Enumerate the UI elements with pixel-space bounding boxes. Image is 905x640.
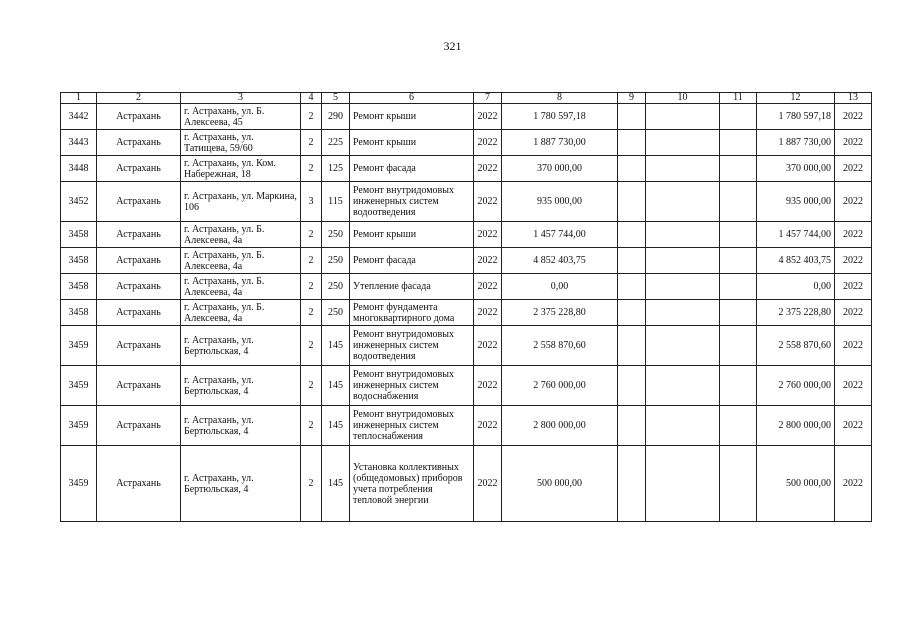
cost-funds-cell: 0,00: [757, 274, 835, 300]
col-10-cell: [646, 326, 720, 366]
table-row: [61, 248, 872, 274]
header-cell: 12: [757, 93, 835, 104]
city-cell: Астрахань: [97, 366, 181, 406]
total-cost-cell: 2 375 228,80: [502, 300, 618, 326]
completion-year-cell: 2022: [835, 326, 872, 366]
city-cell: Астрахань: [97, 182, 181, 222]
floors-cell: 2: [301, 104, 322, 130]
city-cell: Астрахань: [97, 222, 181, 248]
city-cell: Астрахань: [97, 130, 181, 156]
col-11-cell: [720, 130, 757, 156]
cost-funds-cell: 2 375 228,80: [757, 300, 835, 326]
floors-cell: 2: [301, 366, 322, 406]
col-10-cell: [646, 104, 720, 130]
header-cell: 9: [618, 93, 646, 104]
col-9-cell: [618, 104, 646, 130]
col-9-cell: [618, 446, 646, 522]
completion-year-cell: 2022: [835, 406, 872, 446]
city-cell: Астрахань: [97, 248, 181, 274]
table-row: [61, 182, 872, 222]
total-cost-cell: 1 887 730,00: [502, 130, 618, 156]
year-cell: 2022: [474, 326, 502, 366]
total-cost-cell: 2 558 870,60: [502, 326, 618, 366]
col-9-cell: [618, 130, 646, 156]
object-id-cell: 3458: [61, 274, 97, 300]
entrance-count-cell: 250: [322, 274, 350, 300]
header-cell: 11: [720, 93, 757, 104]
object-id-cell: 3442: [61, 104, 97, 130]
year-cell: 2022: [474, 182, 502, 222]
col-10-cell: [646, 446, 720, 522]
completion-year-cell: 2022: [835, 222, 872, 248]
table-body: [61, 93, 872, 522]
cost-funds-cell: 2 558 870,60: [757, 326, 835, 366]
col-9-cell: [618, 366, 646, 406]
total-cost-cell: 2 800 000,00: [502, 406, 618, 446]
col-10-cell: [646, 156, 720, 182]
table-row: [61, 366, 872, 406]
entrance-count-cell: 225: [322, 130, 350, 156]
col-11-cell: [720, 104, 757, 130]
entrance-count-cell: 125: [322, 156, 350, 182]
col-11-cell: [720, 326, 757, 366]
table-row: [61, 156, 872, 182]
col-11-cell: [720, 248, 757, 274]
object-id-cell: 3459: [61, 406, 97, 446]
floors-cell: 2: [301, 248, 322, 274]
col-10-cell: [646, 366, 720, 406]
cost-funds-cell: 4 852 403,75: [757, 248, 835, 274]
object-id-cell: 3459: [61, 366, 97, 406]
floors-cell: 2: [301, 300, 322, 326]
col-10-cell: [646, 222, 720, 248]
address-cell: г. Астрахань, ул. Б. Алексеева, 4а: [181, 274, 301, 300]
address-cell: г. Астрахань, ул. Бертюльская, 4: [181, 366, 301, 406]
floors-cell: 2: [301, 222, 322, 248]
col-10-cell: [646, 182, 720, 222]
entrance-count-cell: 250: [322, 222, 350, 248]
col-10-cell: [646, 300, 720, 326]
cost-funds-cell: 500 000,00: [757, 446, 835, 522]
header-row: [61, 93, 872, 104]
col-10-cell: [646, 130, 720, 156]
entrance-count-cell: 250: [322, 300, 350, 326]
address-cell: г. Астрахань, ул. Маркина, 106: [181, 182, 301, 222]
city-cell: Астрахань: [97, 300, 181, 326]
entrance-count-cell: 145: [322, 366, 350, 406]
works-table: [60, 92, 872, 522]
floors-cell: 2: [301, 156, 322, 182]
table-row: [61, 326, 872, 366]
table-row: [61, 104, 872, 130]
completion-year-cell: 2022: [835, 156, 872, 182]
year-cell: 2022: [474, 406, 502, 446]
completion-year-cell: 2022: [835, 274, 872, 300]
header-cell: 5: [322, 93, 350, 104]
header-cell: 4: [301, 93, 322, 104]
year-cell: 2022: [474, 446, 502, 522]
total-cost-cell: 370 000,00: [502, 156, 618, 182]
work-type-cell: Ремонт внутридомовых инженерных систем водоотведения: [350, 326, 474, 366]
total-cost-cell: 1 780 597,18: [502, 104, 618, 130]
col-9-cell: [618, 274, 646, 300]
city-cell: Астрахань: [97, 446, 181, 522]
cost-funds-cell: 1 457 744,00: [757, 222, 835, 248]
year-cell: 2022: [474, 248, 502, 274]
header-cell: 3: [181, 93, 301, 104]
cost-funds-cell: 1 887 730,00: [757, 130, 835, 156]
cost-funds-cell: 370 000,00: [757, 156, 835, 182]
cost-funds-cell: 2 800 000,00: [757, 406, 835, 446]
col-9-cell: [618, 406, 646, 446]
floors-cell: 3: [301, 182, 322, 222]
floors-cell: 2: [301, 274, 322, 300]
address-cell: г. Астрахань, ул. Татищева, 59/60: [181, 130, 301, 156]
table-row: [61, 300, 872, 326]
floors-cell: 2: [301, 326, 322, 366]
year-cell: 2022: [474, 300, 502, 326]
year-cell: 2022: [474, 104, 502, 130]
header-cell: 1: [61, 93, 97, 104]
year-cell: 2022: [474, 274, 502, 300]
total-cost-cell: 4 852 403,75: [502, 248, 618, 274]
entrance-count-cell: 290: [322, 104, 350, 130]
col-11-cell: [720, 156, 757, 182]
work-type-cell: Ремонт крыши: [350, 222, 474, 248]
col-9-cell: [618, 326, 646, 366]
object-id-cell: 3443: [61, 130, 97, 156]
address-cell: г. Астрахань, ул. Б. Алексеева, 45: [181, 104, 301, 130]
total-cost-cell: 0,00: [502, 274, 618, 300]
total-cost-cell: 1 457 744,00: [502, 222, 618, 248]
completion-year-cell: 2022: [835, 300, 872, 326]
address-cell: г. Астрахань, ул. Ком. Набережная, 18: [181, 156, 301, 182]
work-type-cell: Ремонт фундамента многоквартирного дома: [350, 300, 474, 326]
city-cell: Астрахань: [97, 156, 181, 182]
address-cell: г. Астрахань, ул. Б. Алексеева, 4а: [181, 222, 301, 248]
work-type-cell: Ремонт внутридомовых инженерных систем теплоснабжения: [350, 406, 474, 446]
entrance-count-cell: 250: [322, 248, 350, 274]
year-cell: 2022: [474, 366, 502, 406]
entrance-count-cell: 115: [322, 182, 350, 222]
total-cost-cell: 500 000,00: [502, 446, 618, 522]
address-cell: г. Астрахань, ул. Бертюльская, 4: [181, 446, 301, 522]
col-10-cell: [646, 248, 720, 274]
header-cell: 8: [502, 93, 618, 104]
col-9-cell: [618, 248, 646, 274]
table-row: [61, 222, 872, 248]
table-row: [61, 446, 872, 522]
col-10-cell: [646, 406, 720, 446]
floors-cell: 2: [301, 446, 322, 522]
city-cell: Астрахань: [97, 326, 181, 366]
object-id-cell: 3448: [61, 156, 97, 182]
object-id-cell: 3458: [61, 222, 97, 248]
col-9-cell: [618, 222, 646, 248]
col-9-cell: [618, 182, 646, 222]
total-cost-cell: 2 760 000,00: [502, 366, 618, 406]
work-type-cell: Установка коллективных (общедомовых) приборов учета потребления тепловой энергии: [350, 446, 474, 522]
col-10-cell: [646, 274, 720, 300]
work-type-cell: Утепление фасада: [350, 274, 474, 300]
col-11-cell: [720, 406, 757, 446]
header-cell: 6: [350, 93, 474, 104]
entrance-count-cell: 145: [322, 326, 350, 366]
entrance-count-cell: 145: [322, 446, 350, 522]
cost-funds-cell: 2 760 000,00: [757, 366, 835, 406]
page-number: 321: [443, 39, 462, 53]
address-cell: г. Астрахань, ул. Б. Алексеева, 4а: [181, 248, 301, 274]
completion-year-cell: 2022: [835, 446, 872, 522]
object-id-cell: 3452: [61, 182, 97, 222]
col-11-cell: [720, 300, 757, 326]
object-id-cell: 3458: [61, 300, 97, 326]
floors-cell: 2: [301, 130, 322, 156]
total-cost-cell: 935 000,00: [502, 182, 618, 222]
col-11-cell: [720, 366, 757, 406]
header-cell: 10: [646, 93, 720, 104]
col-11-cell: [720, 274, 757, 300]
work-type-cell: Ремонт внутридомовых инженерных систем водоотведения: [350, 182, 474, 222]
city-cell: Астрахань: [97, 274, 181, 300]
table-row: [61, 274, 872, 300]
address-cell: г. Астрахань, ул. Б. Алексеева, 4а: [181, 300, 301, 326]
address-cell: г. Астрахань, ул. Бертюльская, 4: [181, 326, 301, 366]
header-cell: 2: [97, 93, 181, 104]
floors-cell: 2: [301, 406, 322, 446]
col-9-cell: [618, 300, 646, 326]
header-cell: 7: [474, 93, 502, 104]
work-type-cell: Ремонт крыши: [350, 130, 474, 156]
col-9-cell: [618, 156, 646, 182]
cost-funds-cell: 1 780 597,18: [757, 104, 835, 130]
work-type-cell: Ремонт крыши: [350, 104, 474, 130]
header-cell: 13: [835, 93, 872, 104]
city-cell: Астрахань: [97, 406, 181, 446]
completion-year-cell: 2022: [835, 182, 872, 222]
address-cell: г. Астрахань, ул. Бертюльская, 4: [181, 406, 301, 446]
object-id-cell: 3459: [61, 326, 97, 366]
completion-year-cell: 2022: [835, 104, 872, 130]
object-id-cell: 3458: [61, 248, 97, 274]
year-cell: 2022: [474, 222, 502, 248]
table-row: [61, 130, 872, 156]
completion-year-cell: 2022: [835, 130, 872, 156]
entrance-count-cell: 145: [322, 406, 350, 446]
year-cell: 2022: [474, 156, 502, 182]
work-type-cell: Ремонт фасада: [350, 156, 474, 182]
object-id-cell: 3459: [61, 446, 97, 522]
cost-funds-cell: 935 000,00: [757, 182, 835, 222]
completion-year-cell: 2022: [835, 366, 872, 406]
work-type-cell: Ремонт внутридомовых инженерных систем водоснабжения: [350, 366, 474, 406]
completion-year-cell: 2022: [835, 248, 872, 274]
table-row: [61, 406, 872, 446]
col-11-cell: [720, 446, 757, 522]
col-11-cell: [720, 222, 757, 248]
city-cell: Астрахань: [97, 104, 181, 130]
col-11-cell: [720, 182, 757, 222]
work-type-cell: Ремонт фасада: [350, 248, 474, 274]
year-cell: 2022: [474, 130, 502, 156]
